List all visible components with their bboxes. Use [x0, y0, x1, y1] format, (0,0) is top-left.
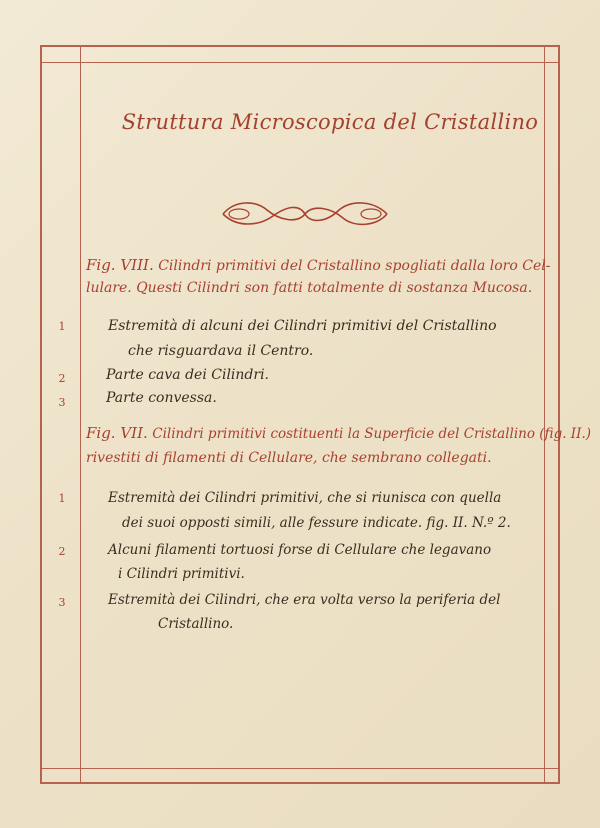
fig7-item3-number: 3 — [58, 596, 66, 609]
fig8-item3-number: 3 — [58, 396, 66, 409]
fig7-item1-line1: Estremità dei Cilindri primitivi, che si riunisca con quella — [108, 490, 502, 506]
fig7-item2-line2: i Cilindri primitivi. — [118, 566, 245, 582]
fig8-item1-number: 1 — [58, 320, 66, 333]
fig8-item2-number: 2 — [58, 372, 66, 385]
frame-inner-bottom — [40, 768, 560, 769]
fig8-label: Fig. VIII. — [86, 256, 154, 274]
fig7-item2-line1: Alcuni filamenti tortuosi forse di Cellulare che legavano — [108, 542, 492, 558]
frame-inner-top — [40, 62, 560, 63]
margin-rule — [80, 45, 81, 784]
fig7-item3-line2: Cristallino. — [158, 616, 234, 632]
frame-inner-right — [544, 45, 545, 784]
fig7-item3-line1: Estremità dei Cilindri, che era volta verso la periferia del — [108, 592, 501, 608]
fig7-caption-line1: Cilindri primitivi costituenti la Superficie del Cristallino (fig. II.) — [152, 426, 592, 442]
fig8-item1-line2: che risguardava il Centro. — [128, 343, 314, 359]
fig7-item1-number: 1 — [58, 492, 66, 505]
fig8-item1-line1: Estremità di alcuni dei Cilindri primitivi del Cristallino — [108, 318, 497, 334]
frame-outer-left — [40, 45, 42, 784]
fig7-label: Fig. VII. — [86, 424, 148, 442]
fig8-heading-line1 — [86, 256, 550, 274]
frame-outer-right — [558, 45, 560, 784]
fig8-caption-line1: Cilindri primitivi del Cristallino spogliati dalla loro Cel- — [158, 258, 551, 274]
fig8-item2-line1: Parte cava dei Cilindri. — [106, 367, 270, 383]
fig7-item1-line2: dei suoi opposti simili, alle fessure indicate. fig. II. N.º 2. — [122, 515, 511, 531]
fig7-heading-line1 — [86, 424, 591, 442]
fig8-caption-line2: lulare. Questi Cilindri son fatti totalmente di sostanza Mucosa. — [86, 280, 533, 296]
flourish-icon — [215, 196, 395, 232]
fig8-item3-line1: Parte convessa. — [106, 390, 217, 406]
page-title: Struttura Microscopica del Cristallino — [121, 110, 539, 134]
frame-outer-top — [40, 45, 560, 47]
fig7-caption-line2: rivestiti di filamenti di Cellulare, che sembrano collegati. — [86, 450, 492, 466]
fig7-item2-number: 2 — [58, 545, 66, 558]
frame-outer-bottom — [40, 782, 560, 784]
